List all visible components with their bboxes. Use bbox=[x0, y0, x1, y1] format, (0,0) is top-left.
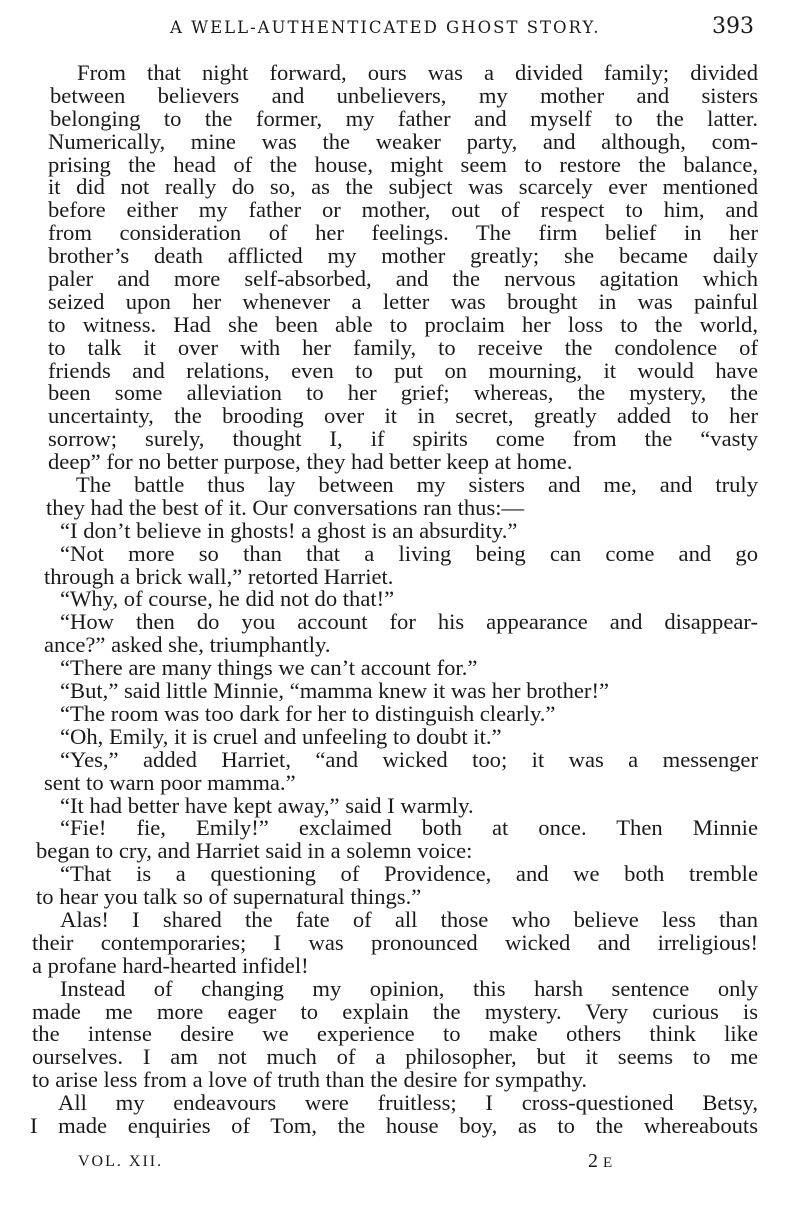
signature-mark bbox=[588, 1150, 612, 1173]
text-line: Alas! I shared the fate of all those who believe less than bbox=[60, 906, 758, 932]
text-line: brother’s death afflicted my mother greatly; she became daily bbox=[48, 243, 758, 269]
text-line: the intense desire we experience to make others think like bbox=[32, 1021, 758, 1047]
text-line: they had the best of it. Our conversations ran thus:— bbox=[46, 494, 525, 520]
text-line: “There are many things we can’t account for.” bbox=[60, 655, 478, 681]
text-line: “Why, of course, he did not do that!” bbox=[60, 586, 395, 612]
text-line: All my endeavours were fruitless; I cross-questioned Betsy, bbox=[58, 1090, 758, 1116]
text-line: began to cry, and Harriet said in a solemn voice: bbox=[36, 838, 473, 864]
text-line: ourselves. I am not much of a philosopher, but it seems to me bbox=[32, 1044, 758, 1070]
text-line: prising the head of the house, might seem to restore the balance, bbox=[48, 151, 758, 177]
text-line: ance?” asked she, triumphantly. bbox=[44, 632, 331, 658]
text-line: to hear you talk so of supernatural things.” bbox=[36, 884, 422, 910]
text-line: “The room was too dark for her to distinguish clearly.” bbox=[60, 700, 556, 726]
text-line: “Oh, Emily, it is cruel and unfeeling to doubt it.” bbox=[60, 723, 502, 749]
signature-number: 2 bbox=[588, 1150, 598, 1172]
text-line: their contemporaries; I was pronounced wicked and irreligious! bbox=[32, 929, 758, 955]
volume-label: VOL. XII. bbox=[78, 1153, 164, 1170]
text-line: I made enquiries of Tom, the house boy, as to the whereabouts bbox=[30, 1112, 758, 1138]
text-line: “Fie! fie, Emily!” exclaimed both at once. Then Minnie bbox=[60, 815, 758, 841]
text-line: paler and more self-absorbed, and the nervous agitation which bbox=[48, 266, 758, 292]
text-line: to arise less from a love of truth than the desire for sympathy. bbox=[32, 1067, 588, 1093]
signature-letter: E bbox=[603, 1155, 613, 1171]
text-line: deep” for no better purpose, they had better keep at home. bbox=[48, 449, 573, 475]
text-line: “That is a questioning of Providence, and we both tremble bbox=[60, 861, 758, 887]
text-line: “Yes,” added Harriet, “and wicked too; it was a messenger bbox=[60, 746, 758, 772]
text-line: From that night forward, ours was a divided family; divided bbox=[77, 60, 758, 85]
text-line: to witness. Had she been able to proclaim her loss to the world, bbox=[48, 311, 758, 337]
text-line: a profane hard-hearted infidel! bbox=[32, 952, 309, 978]
text-line: “But,” said little Minnie, “mamma knew it was her brother!” bbox=[60, 678, 609, 704]
text-line: belonging to the former, my father and myself to the latter. bbox=[50, 105, 758, 131]
text-line: “It had better have kept away,” said I warmly. bbox=[60, 792, 474, 818]
text-line: seized upon her whenever a letter was brought in was painful bbox=[48, 288, 758, 314]
text-line: Instead of changing my opinion, this harsh sentence only bbox=[60, 975, 758, 1001]
text-line: made me more eager to explain the mystery. Very curious is bbox=[32, 998, 758, 1024]
text-line: “Not more so than that a living being can come and go bbox=[60, 540, 758, 566]
text-line: before either my father or mother, out of respect to him, and bbox=[48, 197, 758, 223]
text-line: “I don’t believe in ghosts! a ghost is an absurdity.” bbox=[60, 517, 518, 543]
text-line: from consideration of her feelings. The firm belief in her bbox=[48, 220, 758, 246]
text-line: Numerically, mine was the weaker party, and although, com- bbox=[48, 128, 758, 154]
text-line: The battle thus lay between my sisters and me, and truly bbox=[76, 472, 758, 498]
page-number: 393 bbox=[712, 14, 754, 39]
text-line: sorrow; surely, thought I, if spirits come from the “vasty bbox=[48, 426, 758, 452]
text-line: between believers and unbelievers, my mother and sisters bbox=[50, 82, 758, 108]
text-line: to talk it over with her family, to receive the condolence of bbox=[48, 334, 758, 360]
text-line: “How then do you account for his appearance and disappear- bbox=[60, 609, 758, 635]
body-text bbox=[30, 62, 758, 1138]
text-line: through a brick wall,” retorted Harriet. bbox=[44, 563, 394, 589]
running-title: A WELL-AUTHENTICATED GHOST STORY. bbox=[170, 18, 601, 37]
text-line: sent to warn poor mamma.” bbox=[44, 769, 296, 795]
text-line: friends and relations, even to put on mourning, it would have bbox=[48, 357, 758, 383]
text-line: uncertainty, the brooding over it in secret, greatly added to her bbox=[48, 403, 758, 429]
text-line: been some alleviation to her grief; whereas, the mystery, the bbox=[48, 380, 758, 406]
text-line: it did not really do so, as the subject was scarcely ever mentioned bbox=[48, 174, 758, 200]
